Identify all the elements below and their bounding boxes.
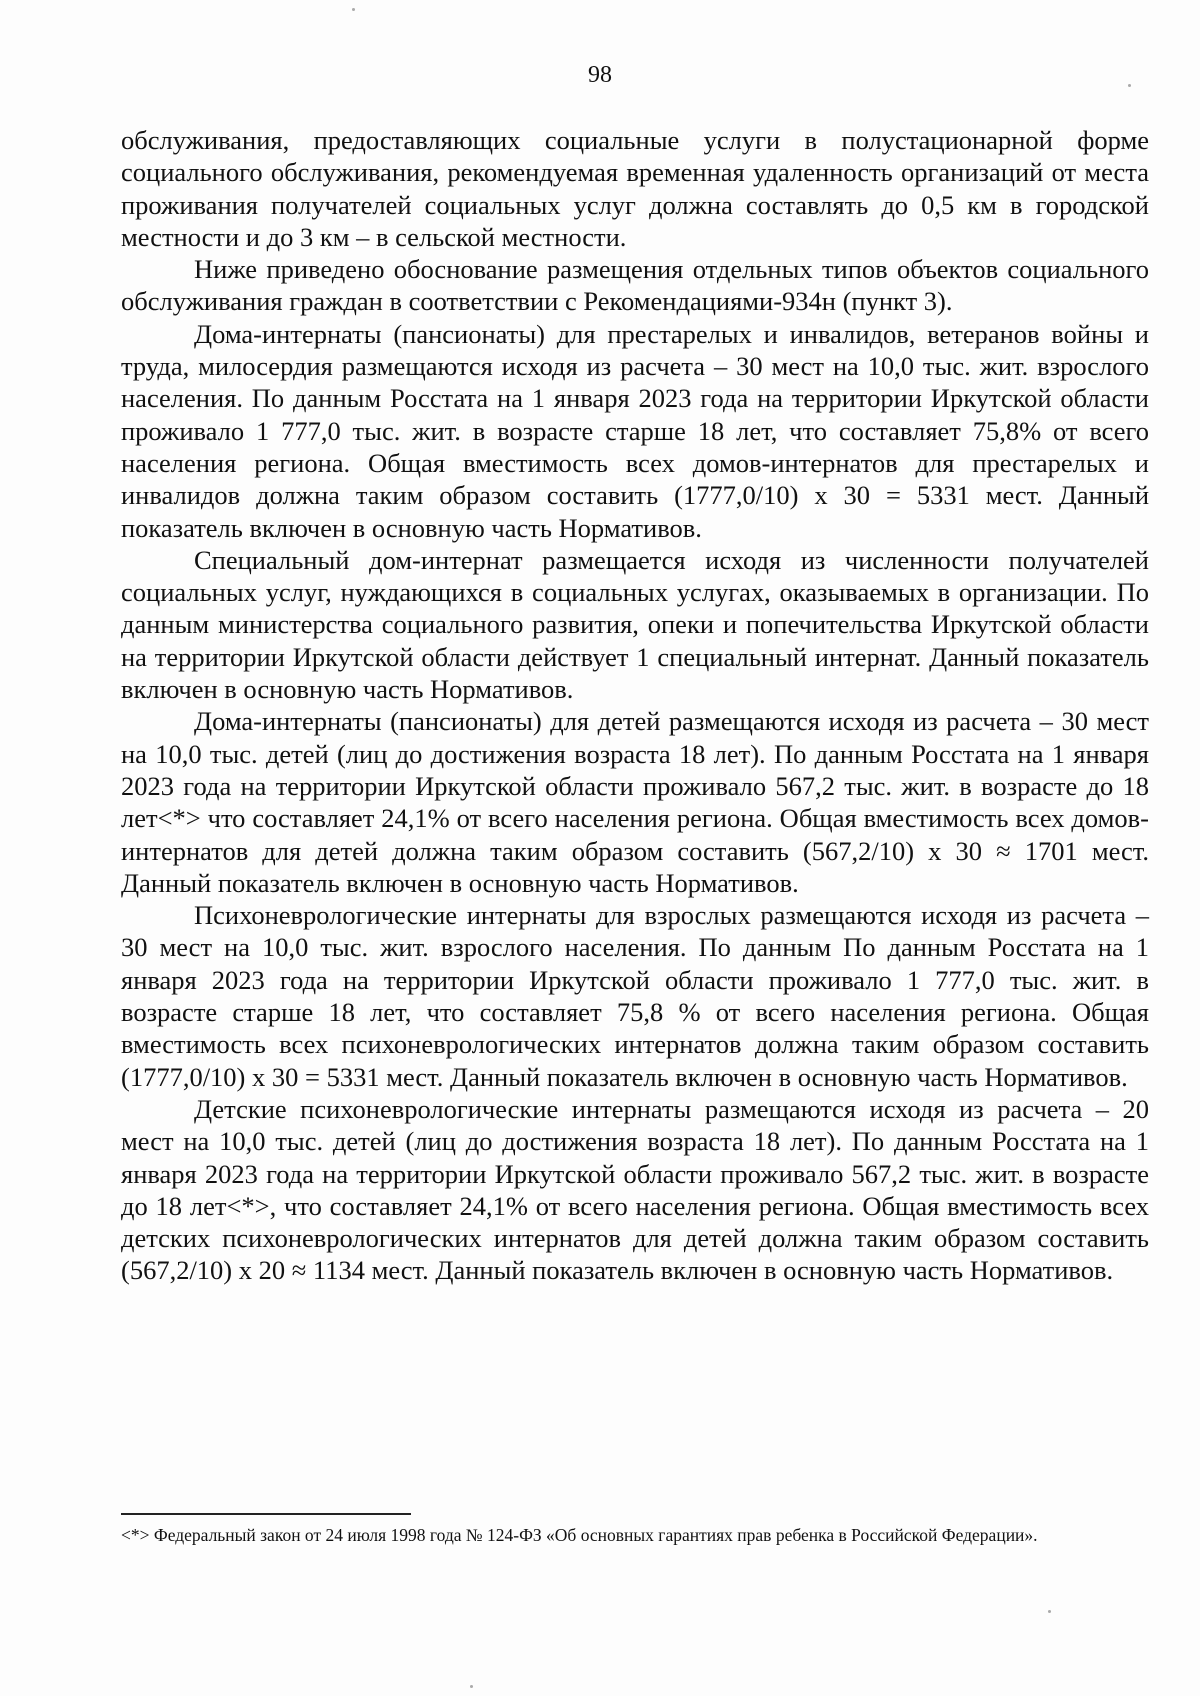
scan-speck [352, 8, 355, 11]
footnote-divider [121, 1513, 411, 1515]
paragraph-children-homes: Дома-интернаты (пансионаты) для детей размещаются исходя из расчета – 30 мест на 10,0 тыс. детей (лиц до достижения возраста 18 лет). По данным Росстата на 1 января 2023 года на территории Иркутской области проживало 567,2 тыс. жит. в возрасте до 18 лет<*> что составляет 24,1% от всего населения региона. Общая вместимость всех домов-интернатов для детей должна таким образом составить (567,2/10) х 30 ≈ 1701 мест. Данный показатель включен в основную часть Нормативов. [121, 706, 1149, 898]
scan-speck [1128, 84, 1131, 87]
footnote: <*> Федеральный закон от 24 июля 1998 года № 124-ФЗ «Об основных гарантиях прав ребенка в Российской Федерации». [121, 1525, 1038, 1545]
paragraph-elderly-homes: Дома-интернаты (пансионаты) для престарелых и инвалидов, ветеранов войны и труда, милосердия размещаются исходя из расчета – 30 мест на 10,0 тыс. жит. взрослого населения. По данным Росстата на 1 января 2023 года на территории Иркутской области проживало 1 777,0 тыс. жит. в возрасте старше 18 лет, что составляет 75,8% от всего населения региона. Общая вместимость всех домов-интернатов для престарелых и инвалидов должна таким образом составить (1777,0/10) х 30 = 5331 мест. Данный показатель включен в основную часть Нормативов. [121, 318, 1149, 543]
paragraph-special-home: Специальный дом-интернат размещается исходя из численности получателей социальных услуг, нуждающихся в социальных услугах, оказываемых в организации. По данным министерства социального развития, опеки и попечительства Иркутской области на территории Иркутской области действует 1 специальный интернат. Данный показатель включен в основную часть Нормативов. [121, 544, 1149, 705]
paragraph-adult-psycho: Психоневрологические интернаты для взрослых размещаются исходя из расчета – 30 мест на 10,0 тыс. жит. взрослого населения. По данным По данным Росстата на 1 января 2023 года на территории Иркутской области проживало 1 777,0 тыс. жит. в возрасте старше 18 лет, что составляет 75,8 % от всего населения региона. Общая вместимость всех психоневрологических интернатов должна таким образом составить (1777,0/10) х 30 = 5331 мест. Данный показатель включен в основную часть Нормативов. [121, 900, 1149, 1092]
paragraph-children-psycho: Детские психоневрологические интернаты размещаются исходя из расчета – 20 мест на 10,0 тыс. детей (лиц до достижения возраста 18 лет). По данным Росстата на 1 января 2023 года на территории Иркутской области проживало 567,2 тыс. жит. в возрасте до 18 лет<*>, что составляет 24,1% от всего населения региона. Общая вместимость всех детских психоневрологических интернатов для детей должна таким образом составить (567,2/10) х 20 ≈ 1134 мест. Данный показатель включен в основную часть Нормативов. [121, 1093, 1149, 1286]
scan-speck [470, 1685, 473, 1688]
body-text [121, 124, 1149, 1287]
paragraph-intro: Ниже приведено обоснование размещения отдельных типов объектов социального обслуживания граждан в соответствии с Рекомендациями-934н (пункт 3). [121, 254, 1149, 317]
scan-speck [1048, 1610, 1051, 1613]
paragraph-continuation: обслуживания, предоставляющих социальные услуги в полустационарной форме социального обслуживания, рекомендуемая временная удаленность организаций от места проживания получателей социальных услуг должна составлять до 0,5 км в городской местности и до 3 км – в сельской местности. [121, 125, 1149, 252]
page-number: 98 [588, 62, 612, 88]
